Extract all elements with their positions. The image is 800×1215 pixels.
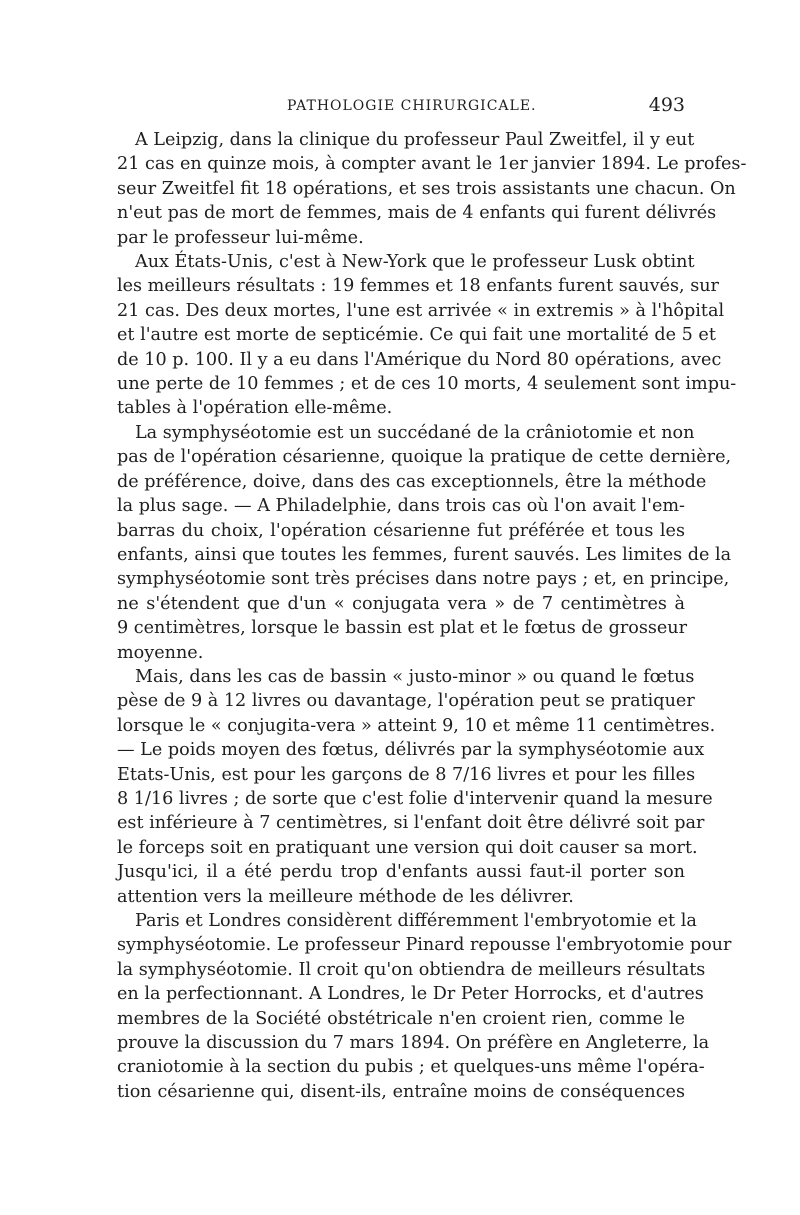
- page-header: [117, 94, 685, 124]
- text-line: pas de l'opération césarienne, quoique la pratique de cette dernière,: [117, 447, 732, 468]
- text-line: symphyséotomie. Le professeur Pinard repousse l'embryotomie pour: [117, 935, 732, 956]
- text-line: attention vers la meilleure méthode de les délivrer.: [117, 886, 574, 907]
- text-line: Jusqu'ici, il a été perdu trop d'enfants aussi faut-il porter son: [117, 862, 685, 883]
- page-number: 493: [648, 94, 685, 116]
- text-line: 21 cas en quinze mois, à compter avant le 1er janvier 1894. Le profes-: [117, 154, 747, 175]
- text-line: 9 centimètres, lorsque le bassin est plat et le fœtus de grosseur: [117, 618, 688, 639]
- text-line: Mais, dans les cas de bassin « justo-minor » ou quand le fœtus: [135, 666, 695, 687]
- body-text: [117, 128, 747, 1104]
- text-line: membres de la Société obstétricale n'en croient rien, comme le: [117, 1008, 685, 1029]
- running-title: PATHOLOGIE CHIRURGICALE.: [287, 98, 537, 114]
- text-line: — Le poids moyen des fœtus, délivrés par la symphyséotomie aux: [117, 740, 705, 761]
- text-line: Paris et Londres considèrent différemment l'embryotomie et la: [135, 911, 697, 931]
- text-line: enfants, ainsi que toutes les femmes, furent sauvés. Les limites de la: [117, 544, 732, 565]
- text-line: n'eut pas de mort de femmes, mais de 4 enfants qui furent délivrés: [117, 203, 717, 224]
- text-line: la symphyséotomie. Il croit qu'on obtiendra de meilleurs résultats: [117, 959, 706, 980]
- text-line: La symphyséotomie est un succédané de la crâniotomie et non: [135, 422, 695, 443]
- text-line: symphyséotomie sont très précises dans notre pays ; et, en principe,: [117, 569, 730, 590]
- text-line: lorsque le « conjugita-vera » atteint 9, 10 et même 11 centimètres.: [117, 715, 716, 736]
- text-line: moyenne.: [117, 642, 204, 663]
- text-line: tion césarienne qui, disent-ils, entraîne moins de conséquences: [117, 1081, 685, 1102]
- text-line: barras du choix, l'opération césarienne fut préférée et tous les: [117, 520, 685, 541]
- text-line: 8 1/16 livres ; de sorte que c'est folie d'intervenir quand la mesure: [117, 788, 713, 809]
- text-line: en la perfectionnant. A Londres, le Dr Peter Horrocks, et d'autres: [117, 984, 704, 1005]
- text-line: craniotomie à la section du pubis ; et quelques-uns même l'opéra-: [117, 1057, 705, 1078]
- text-line: 21 cas. Des deux mortes, l'une est arrivée « in extremis » à l'hôpital: [117, 300, 725, 321]
- text-line: une perte de 10 femmes ; et de ces 10 morts, 4 seulement sont impu-: [117, 374, 737, 395]
- text-line: le forceps soit en pratiquant une version qui doit causer sa mort.: [117, 837, 698, 858]
- text-line: Etats-Unis, est pour les garçons de 8 7/16 livres et pour les filles: [117, 764, 696, 785]
- text-line: Aux États-Unis, c'est à New-York que le professeur Lusk obtint: [135, 252, 695, 273]
- paragraph: [117, 250, 737, 421]
- text-line: de 10 p. 100. Il y a eu dans l'Amérique du Nord 80 opérations, avec: [117, 349, 722, 370]
- paragraph: [117, 665, 716, 909]
- text-line: A Leipzig, dans la clinique du professeur Paul Zweitfel, il y eut: [135, 130, 695, 150]
- text-line: pèse de 9 à 12 livres ou davantage, l'opération peut se pratiquer: [117, 691, 695, 712]
- text-line: est inférieure à 7 centimètres, si l'enfant doit être délivré soit par: [117, 813, 705, 834]
- paragraph: [117, 421, 732, 665]
- paragraph: [117, 128, 747, 250]
- text-line: prouve la discussion du 7 mars 1894. On préfère en Angleterre, la: [117, 1033, 710, 1054]
- text-line: la plus sage. — A Philadelphie, dans trois cas où l'on avait l'em-: [117, 496, 685, 517]
- text-line: de préférence, doive, dans des cas exceptionnels, être la méthode: [117, 471, 707, 492]
- paragraph: [117, 909, 732, 1104]
- text-line: ne s'étendent que d'un « conjugata vera » de 7 centimètres à: [117, 593, 685, 614]
- text-line: tables à l'opération elle-même.: [117, 398, 393, 419]
- text-line: les meilleurs résultats : 19 femmes et 18 enfants furent sauvés, sur: [117, 276, 719, 297]
- text-line: seur Zweitfel fit 18 opérations, et ses trois assistants une chacun. On: [117, 178, 736, 199]
- text-line: et l'autre est morte de septicémie. Ce qui fait une mortalité de 5 et: [117, 325, 716, 346]
- text-line: par le professeur lui-même.: [117, 227, 364, 248]
